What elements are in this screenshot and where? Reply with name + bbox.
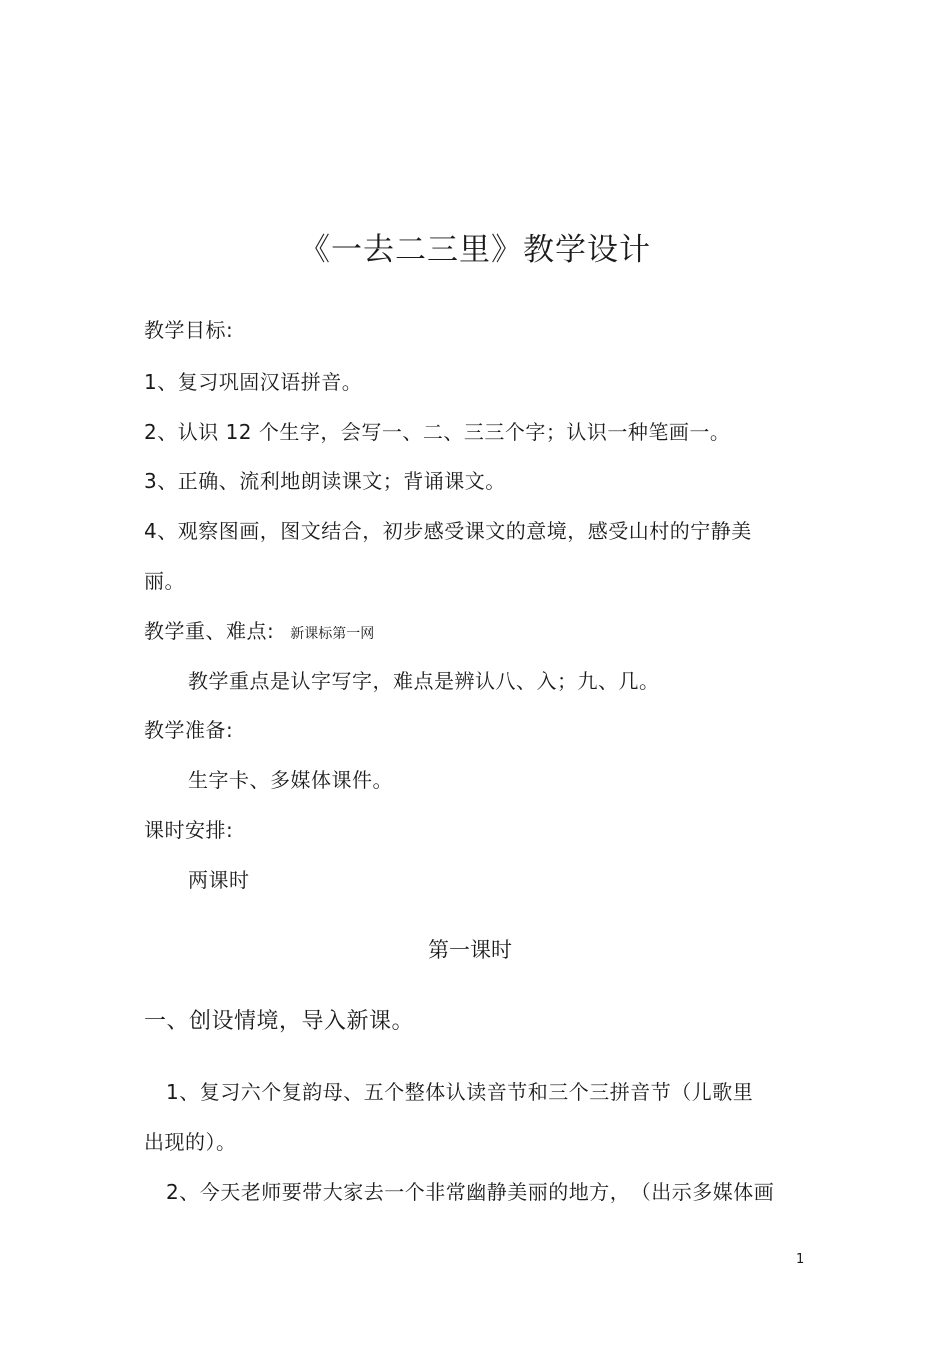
schedule-heading: 课时安排: <box>144 818 234 842</box>
preparation-text: 生字卡、多媒体课件。 <box>188 768 393 792</box>
objective-item-4-continuation: 丽。 <box>144 569 185 593</box>
section-one-item-1-continuation: 出现的）。 <box>144 1130 237 1154</box>
objective-item-2: 2、认识 12 个生字，会写一、二、三三个字；认识一种笔画一。 <box>144 420 731 444</box>
lesson-heading: 第一课时 <box>428 938 512 962</box>
document-title: 《一去二三里》教学设计 <box>299 232 651 268</box>
key-points-text: 教学重点是认字写字，难点是辨认八、入；九、几。 <box>188 669 660 693</box>
objectives-heading: 教学目标: <box>144 318 234 342</box>
section-one-item-1: 1、复习六个复韵母、五个整体认读音节和三个三拼音节（儿歌里 <box>166 1080 754 1104</box>
objective-item-1: 1、复习巩固汉语拼音。 <box>144 370 363 394</box>
key-points-heading: 教学重、难点: <box>144 619 275 643</box>
objective-item-3: 3、正确、流利地朗读课文；背诵课文。 <box>144 469 506 493</box>
preparation-heading: 教学准备: <box>144 718 234 742</box>
page-number: 1 <box>796 1252 805 1267</box>
objective-item-4: 4、观察图画，图文结合，初步感受课文的意境，感受山村的宁静美 <box>144 519 752 543</box>
schedule-text: 两课时 <box>188 868 250 892</box>
section-one-heading: 一、创设情境，导入新课。 <box>144 1009 415 1034</box>
watermark-note: 新课标第一网 <box>290 626 375 642</box>
key-points-heading-line <box>144 618 374 647</box>
section-one-item-2: 2、今天老师要带大家去一个非常幽静美丽的地方， （出示多媒体画 <box>166 1180 775 1204</box>
